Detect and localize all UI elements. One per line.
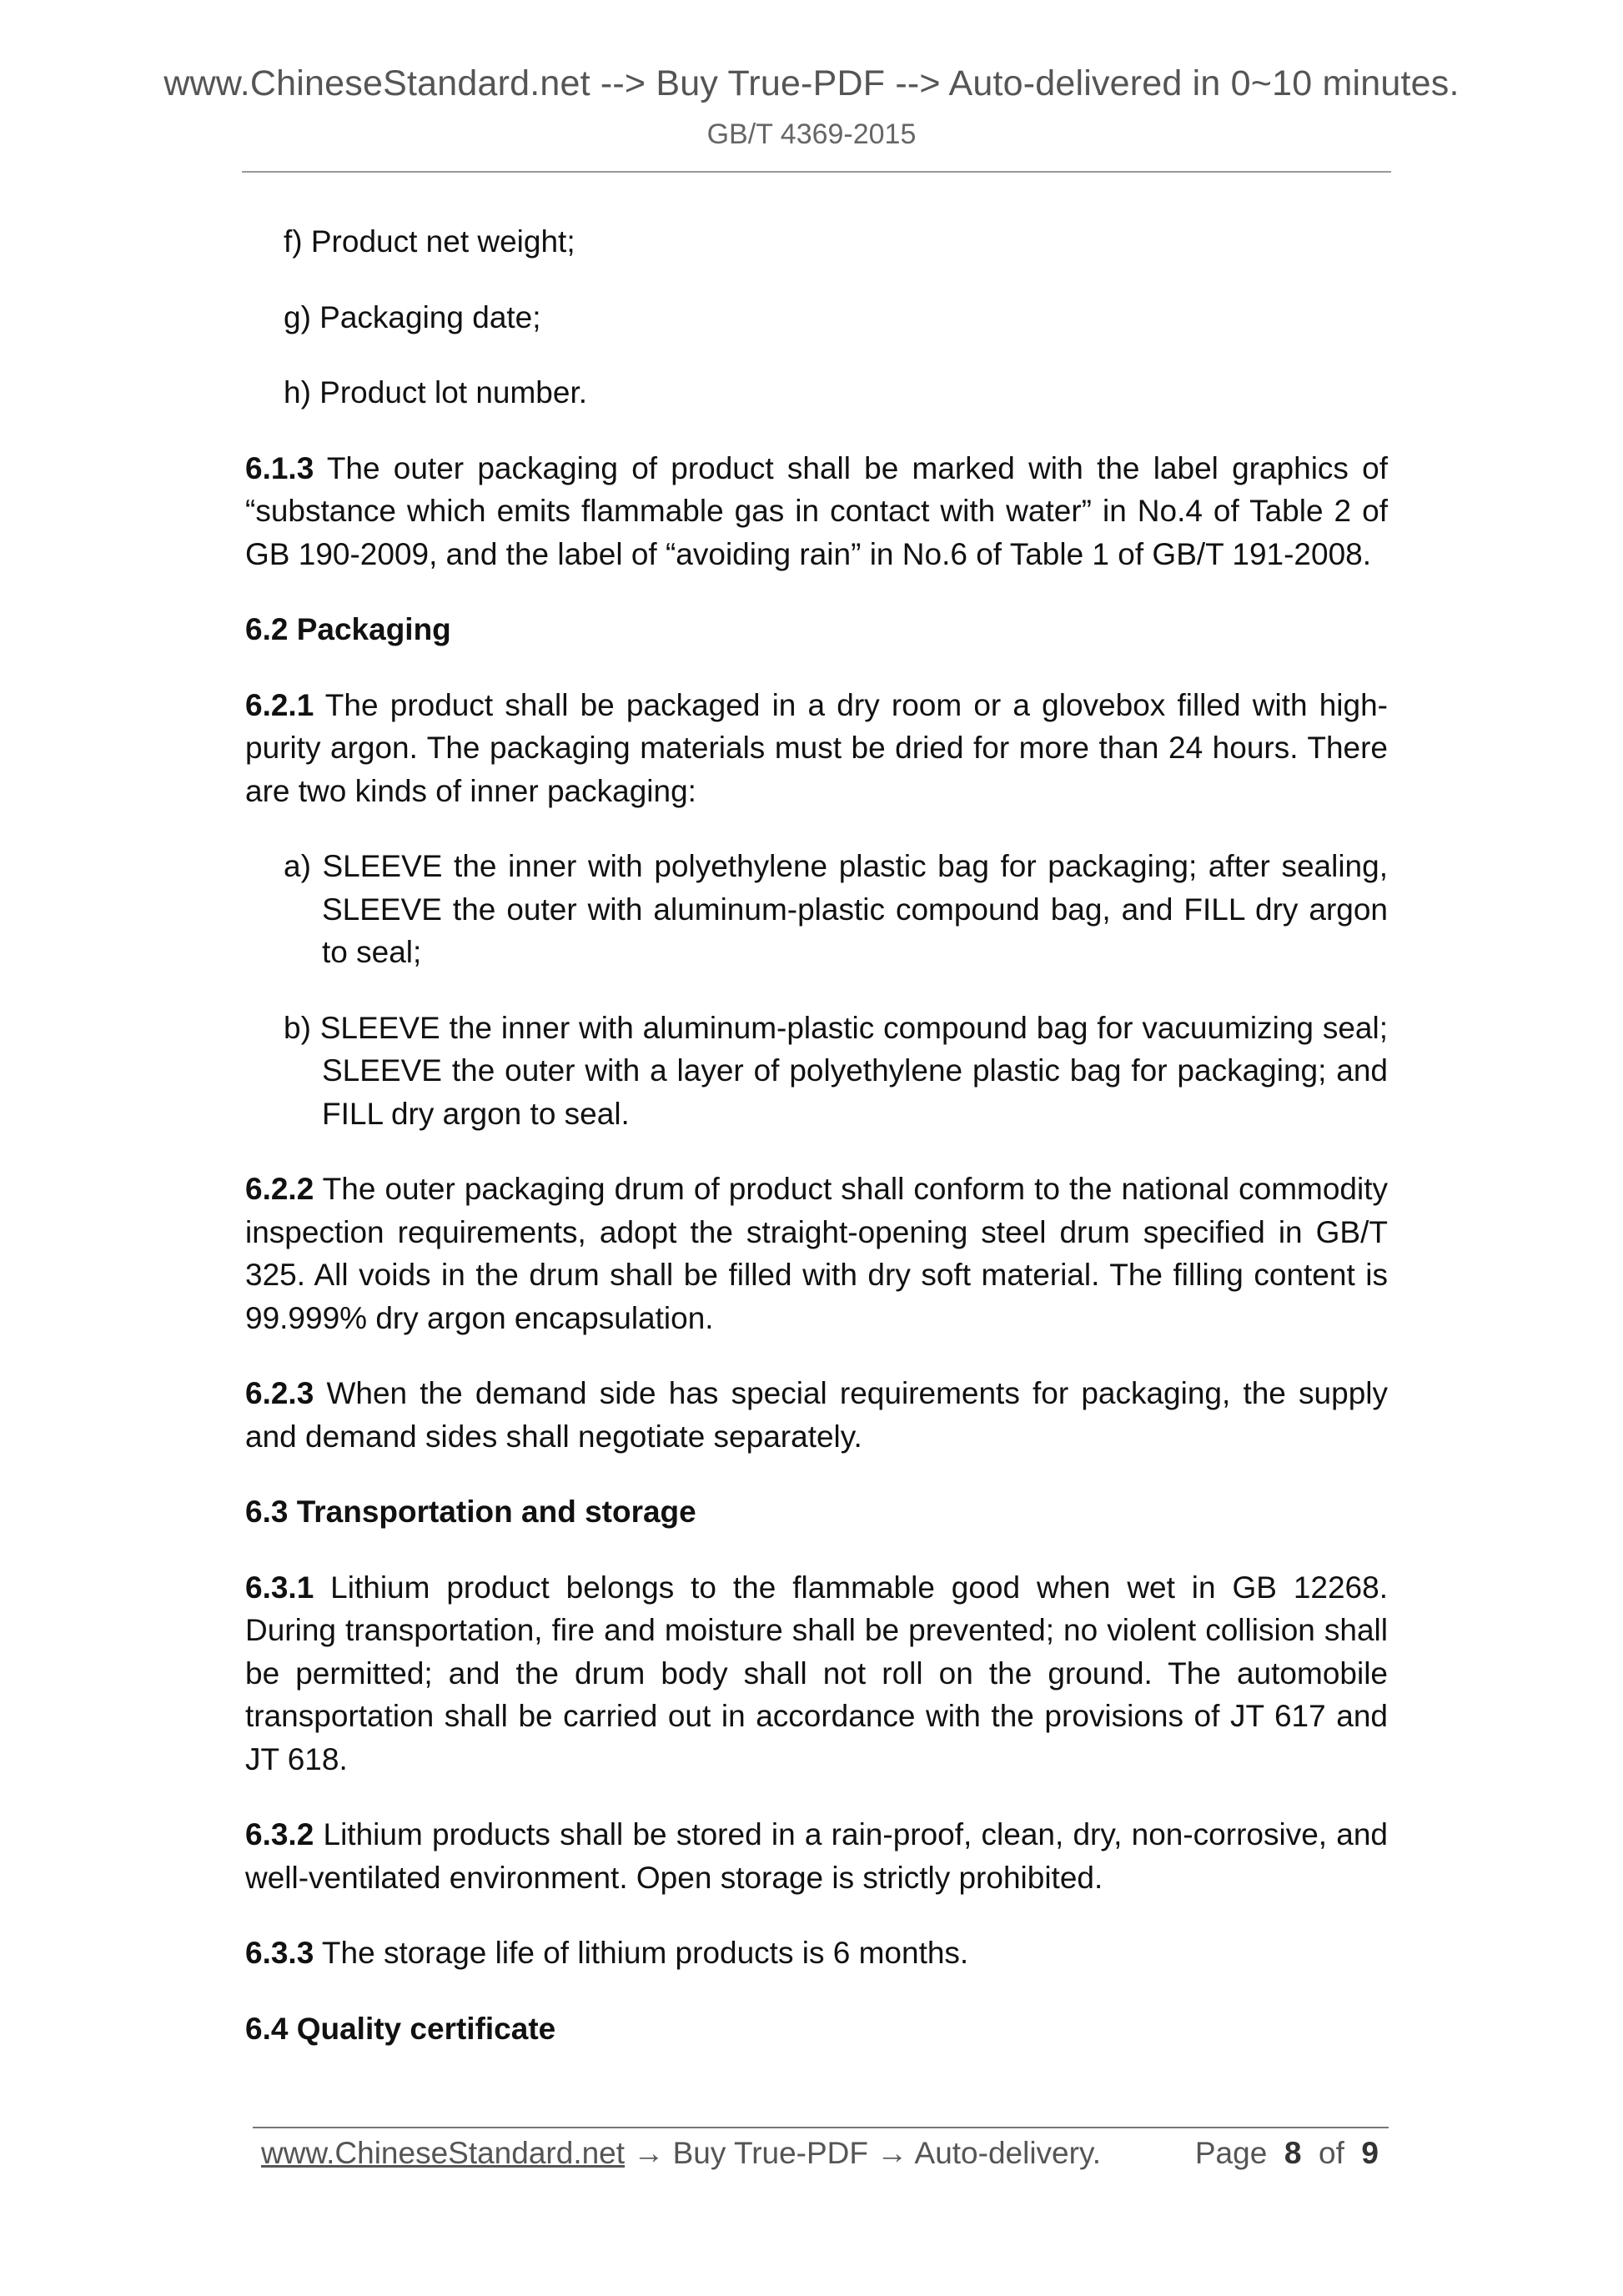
clause-number: 6.2.2 <box>245 1172 314 1206</box>
clause-6-2-3 <box>245 1372 1388 1458</box>
list-item-g: g) Packaging date; <box>284 299 541 334</box>
page-of-label: of <box>1319 2136 1344 2170</box>
footer-left <box>261 2133 1101 2174</box>
current-page: 8 <box>1284 2136 1302 2170</box>
clause-6-3-3 <box>245 1932 1388 1975</box>
clause-number: 6.1.3 <box>245 450 314 485</box>
clause-number: 6.3.1 <box>245 1570 314 1605</box>
clause-text: The outer packaging drum of product shall conform to the national commodity inspection requirements, adopt the straight-opening steel drum specified in GB/T 325. All voids in the drum shall be filled with dry soft material. The filling content is 99.999% dry argon encapsulation. <box>245 1172 1388 1335</box>
footer-site-link[interactable]: www.ChineseStandard.net <box>261 2136 626 2170</box>
list-item-b: b) SLEEVE the inner with aluminum-plastic compound bag for vacuumizing seal; SLEEVE the outer with a layer of polyethylene plastic bag for packaging; and FILL dry argon to seal. <box>284 1010 1388 1131</box>
clause-6-2-2 <box>245 1168 1388 1339</box>
clause-6-3-1 <box>245 1566 1388 1781</box>
page-number <box>1195 2133 1379 2174</box>
clause-text: The outer packaging of product shall be marked with the label graphics of “substance which emits flammable gas in contact with water” in No.4 of Table 2 of GB 190-2009, and the label of “avoiding rain” in No.6 of Table 1 of GB/T 191-2008. <box>245 450 1388 571</box>
section-heading-6-4: 6.4 Quality certificate <box>245 2011 556 2046</box>
clause-text: The product shall be packaged in a dry room or a glovebox filled with high-purity argon. The packaging materials must be dried for more than 24 hours. There are two kinds of inner packaging: <box>245 687 1388 808</box>
clause-number: 6.2.3 <box>245 1376 314 1410</box>
header-divider <box>242 171 1391 173</box>
footer-text: → Buy True-PDF → Auto-delivery. <box>625 2136 1101 2170</box>
clause-text: Lithium products shall be stored in a rain-proof, clean, dry, non-corrosive, and well-ventilated environment. Open storage is strictly prohibited. <box>245 1817 1388 1895</box>
standard-code: GB/T 4369-2015 <box>706 118 917 150</box>
clause-text: Lithium product belongs to the flammable good when wet in GB 12268. During transportation, fire and moisture shall be prevented; no violent collision shall be permitted; and the drum body shall not roll on the ground. The automobile transportation shall be carried out in accordance with the provisions of JT 617 and JT 618. <box>245 1570 1388 1776</box>
list-item-a: a) SLEEVE the inner with polyethylene plastic bag for packaging; after sealing, SLEEVE the outer with aluminum-plastic compound bag, and FILL dry argon to seal; <box>284 849 1388 969</box>
header-title: www.ChineseStandard.net --> Buy True-PDF --> Auto-delivered in 0~10 minutes. <box>163 63 1460 103</box>
section-heading-6-3: 6.3 Transportation and storage <box>245 1495 696 1529</box>
clause-6-2-1 <box>245 684 1388 813</box>
clause-text: The storage life of lithium products is 6 months. <box>314 1936 969 1970</box>
list-item-h: h) Product lot number. <box>284 375 588 409</box>
section-heading-6-2: 6.2 Packaging <box>245 612 451 646</box>
clause-6-3-2 <box>245 1813 1388 1899</box>
clause-number: 6.2.1 <box>245 687 314 722</box>
total-pages: 9 <box>1361 2136 1379 2170</box>
list-item-f: f) Product net weight; <box>284 224 575 259</box>
footer-divider <box>253 2127 1389 2128</box>
clause-number: 6.3.3 <box>245 1936 314 1970</box>
clause-6-1-3 <box>245 447 1388 576</box>
document-body <box>245 220 1388 2082</box>
clause-text: When the demand side has special requirements for packaging, the supply and demand sides shall negotiate separately. <box>245 1376 1388 1454</box>
page-label: Page <box>1194 2136 1268 2170</box>
clause-number: 6.3.2 <box>245 1817 314 1851</box>
